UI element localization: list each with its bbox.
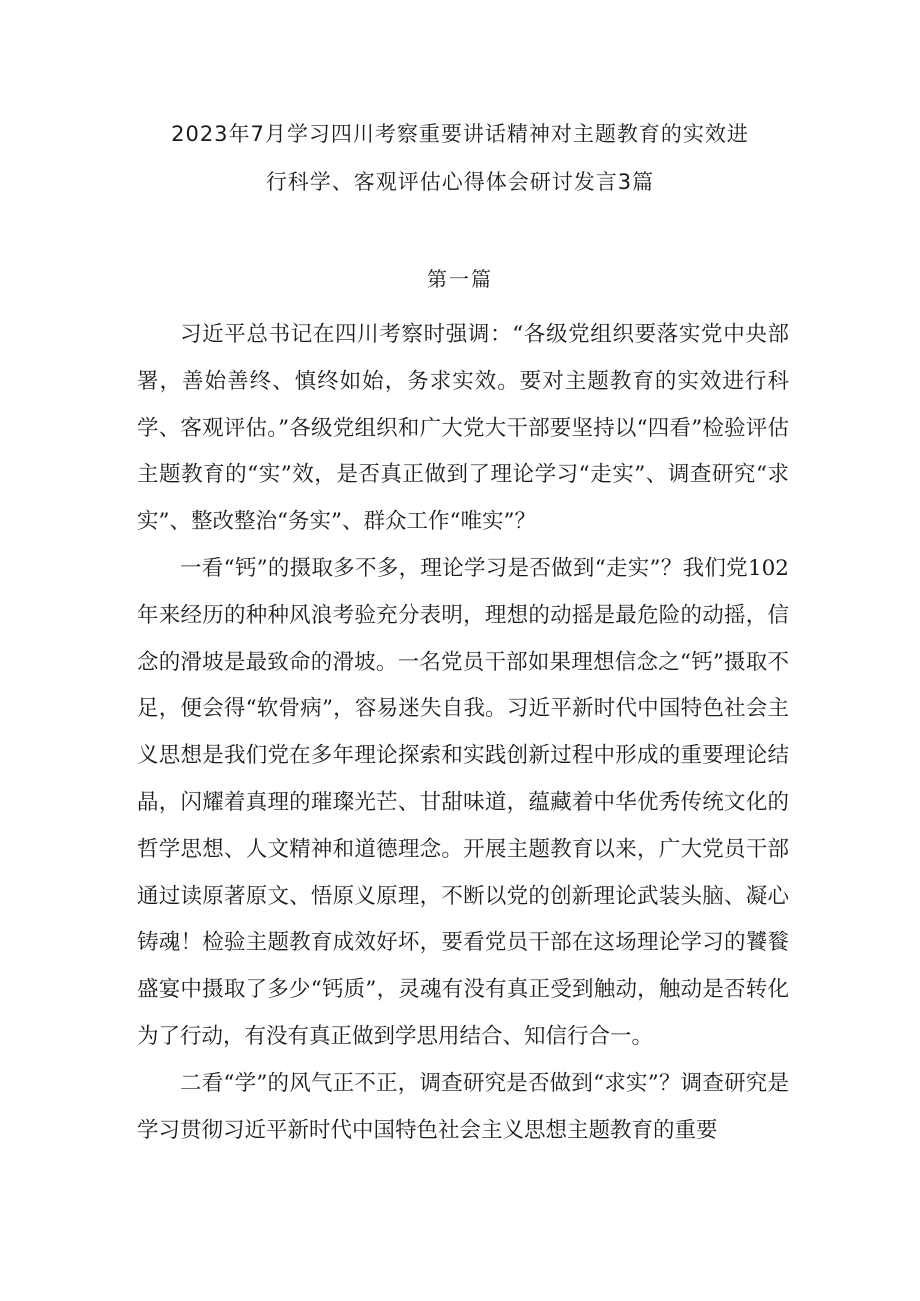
- document-title-line-1: 2023年7月学习四川考察重要讲话精神对主题教育的实效进: [171, 122, 749, 146]
- document-title-line-2: 行科学、客观评估心得体会研讨发言3篇: [265, 170, 655, 194]
- paragraph-1: 习近平总书记在四川考察时强调：“各级党组织要落实党中央部署，善始善终、慎终如始，务求实效。要对主题教育的实效进行科学、客观评估。”各级党组织和广大党大干部要坚持以“四看”检验评估主题教育的“实”效，是否真正做到了理论学习“走实”、调查研究“求实”、整改整治“务实”、群众工作“唯实”？: [137, 322, 789, 535]
- section-heading: 第一篇: [427, 267, 493, 291]
- paragraph-2: 一看“钙”的摄取多不多，理论学习是否做到“走实”？我们党102年来经历的种种风浪考验充分表明，理想的动摇是最危险的动摇，信念的滑坡是最致命的滑坡。一名党员干部如果理想信念之“钙”摄取不足，便会得“软骨病”，容易迷失自我。习近平新时代中国特色社会主义思想是我们党在多年理论探索和实践创新过程中形成的重要理论结晶，闪耀着真理的璀璨光芒、甘甜味道，蕴藏着中华优秀传统文化的哲学思想、人文精神和道德理念。开展主题教育以来，广大党员干部通过读原著原文、悟原义原理，不断以党的创新理论武装头脑、凝心铸魂！检验主题教育成效好坏，要看党员干部在这场理论学习的饕餮盛宴中摄取了多少“钙质”，灵魂有没有真正受到触动，触动是否转化为了行动，有没有真正做到学思用结合、知信行合一。: [137, 555, 789, 1049]
- paragraph-3: 二看“学”的风气正不正，调查研究是否做到“求实”？调查研究是学习贯彻习近平新时代中国特色社会主义思想主题教育的重要: [137, 1070, 789, 1143]
- body-text: [137, 312, 789, 1154]
